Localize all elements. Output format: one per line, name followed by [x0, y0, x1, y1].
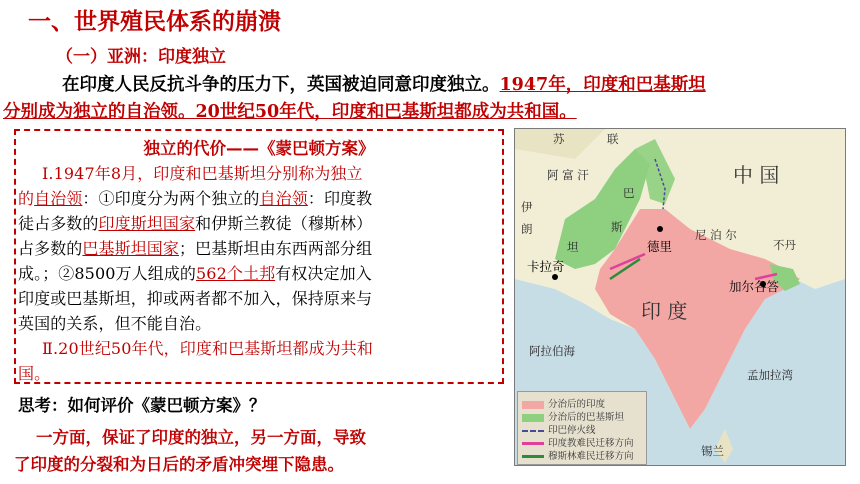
box-line-8: Ⅱ.20世纪50年代，印度和巴基斯坦都成为共和 [42, 339, 373, 358]
label-india: 印 度 [641, 299, 688, 323]
legend-label: 印度教难民迁移方向 [548, 438, 634, 449]
text-span: ；巴基斯坦由东西两部分组 [179, 239, 373, 258]
partition-map [514, 128, 846, 466]
label-soviet-2: 联 [607, 132, 619, 146]
intro-highlight-2: 分别成为独立的自治领。20世纪50年代，印度和巴基斯坦都成为共和国。 [3, 102, 577, 122]
box-line-4 [18, 236, 372, 261]
label-bay-of-bengal: 孟加拉湾 [747, 368, 793, 382]
map-legend [517, 391, 647, 465]
legend-label: 分治后的印度 [548, 399, 606, 410]
box-line-6: 印度或巴基斯坦，抑或两者都不加入，保持原来与 [18, 289, 373, 308]
legend-swatch [522, 442, 544, 445]
box-line-5 [18, 261, 372, 286]
answer-line-2: 了印度的分裂和为日后的矛盾冲突埋下隐患。 [14, 455, 344, 474]
label-calcutta: 加尔各答 [729, 279, 780, 294]
delhi-marker [657, 226, 663, 232]
subsection-heading: （一）亚洲：印度独立 [56, 47, 226, 67]
answer-line-1: 一方面，保证了印度的独立，另一方面，导致 [36, 428, 366, 447]
intro-plain-text: 在印度人民反抗斗争的压力下，英国被迫同意印度独立。 [62, 75, 500, 95]
legend-label: 穆斯林难民迁移方向 [548, 451, 634, 462]
princely-states-term: 562个土邦 [196, 264, 276, 283]
label-afghanistan: 阿 富 汗 [547, 168, 589, 182]
mountbatten-plan-box [14, 129, 504, 384]
box-line-3 [18, 211, 372, 236]
section-heading: 一、世界殖民体系的崩溃 [28, 9, 281, 35]
dominion-term: 自治领 [259, 189, 308, 208]
legend-item-hindu-refugee [522, 435, 634, 447]
text-span: 徒占多数的 [18, 214, 99, 233]
text-span: 有权决定加入 [275, 264, 372, 283]
dominion-term: 自治领 [34, 189, 83, 208]
label-pakistan-ba: 巴 [623, 186, 635, 200]
box-line-9: 国。 [18, 364, 51, 383]
box-title: 独立的代价——《蒙巴顿方案》 [143, 139, 375, 158]
legend-label: 分治后的巴基斯坦 [548, 412, 625, 423]
label-ceylon: 锡兰 [701, 444, 724, 458]
legend-item-india [522, 396, 605, 408]
text-span: 的 [18, 189, 35, 208]
label-soviet-1: 苏 [553, 132, 565, 146]
legend-item-pakistan [522, 409, 624, 421]
legend-item-ceasefire [522, 422, 596, 434]
box-line-1: Ⅰ.1947年8月，印度和巴基斯坦分别称为独立 [42, 164, 363, 183]
legend-label: 印巴停火线 [548, 425, 596, 436]
discussion-question: 思考：如何评价《蒙巴顿方案》？ [18, 396, 266, 415]
label-karachi: 卡拉奇 [527, 259, 565, 274]
legend-swatch [522, 430, 544, 432]
text-span: ：①印度分为两个独立的 [82, 189, 260, 208]
text-span: 和伊斯兰教徒（穆斯林） [195, 214, 373, 233]
text-span: ：印度教 [307, 189, 373, 208]
label-pakistan-si: 斯 [611, 220, 623, 234]
intro-line-2 [3, 99, 577, 126]
legend-swatch [522, 455, 544, 458]
label-nepal: 尼 泊 尔 [695, 228, 737, 242]
hindustan-term: 印度斯坦国家 [98, 214, 196, 233]
text-span: 占多数的 [18, 239, 83, 258]
label-china: 中 国 [733, 163, 780, 187]
label-arabian-sea: 阿拉伯海 [529, 344, 575, 358]
pakistan-term: 巴基斯坦国家 [82, 239, 180, 258]
label-delhi: 德里 [647, 239, 673, 254]
box-line-7: 英国的关系，但不能自治。 [18, 314, 212, 333]
label-pakistan-tan: 坦 [567, 240, 579, 254]
text-span: 成。；②8500万人组成的 [18, 264, 197, 283]
intro-line-1 [62, 72, 706, 99]
legend-swatch [522, 414, 544, 422]
label-iran-2: 朗 [521, 222, 533, 236]
label-bhutan: 不丹 [773, 238, 796, 252]
legend-swatch [522, 401, 544, 409]
intro-highlight-1: 1947年，印度和巴基斯坦 [499, 75, 706, 95]
label-iran-1: 伊 [521, 200, 533, 214]
box-line-2 [18, 186, 372, 211]
legend-item-muslim-refugee [522, 448, 634, 460]
